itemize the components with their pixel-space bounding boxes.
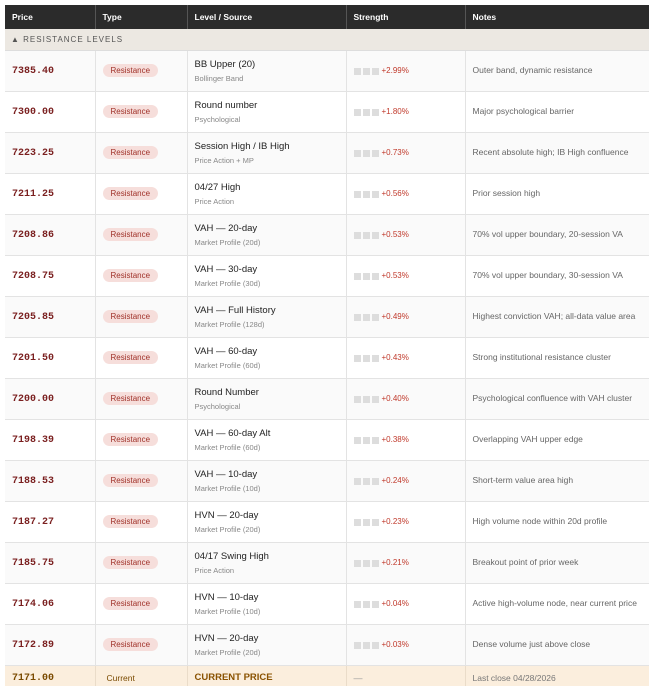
strength-bar xyxy=(354,150,361,157)
notes-text: Recent absolute high; IB High confluence xyxy=(472,147,629,157)
type-badge: Resistance xyxy=(103,187,159,200)
strength-bars xyxy=(354,109,379,116)
strength-bar xyxy=(363,560,370,567)
notes-text: Overlapping VAH upper edge xyxy=(472,434,583,444)
price-value: 7172.89 xyxy=(12,639,55,651)
strength-bar xyxy=(363,68,370,75)
level-source: Market Profile (20d) xyxy=(194,237,261,247)
notes-text: Active high-volume node, near current price xyxy=(472,598,637,608)
strength-bar xyxy=(354,396,361,403)
current-price-value: 7171.00 xyxy=(12,672,55,684)
strength-bars xyxy=(354,314,379,321)
level-source: Price Action + MP xyxy=(194,155,254,165)
section-header-resistance[interactable] xyxy=(5,29,649,50)
table-row[interactable] xyxy=(5,214,649,255)
strength-bars xyxy=(354,560,379,567)
current-price-row[interactable] xyxy=(5,665,649,686)
price-value: 7300.00 xyxy=(12,106,55,118)
level-source: Market Profile (10d) xyxy=(194,606,261,616)
level-name: VAH — 60-day xyxy=(194,345,258,357)
strength-bar xyxy=(354,109,361,116)
current-strength: — xyxy=(353,672,363,683)
level-name: VAH — 30-day xyxy=(194,263,258,275)
distance-percent: +0.56% xyxy=(381,189,409,199)
distance-percent: +0.40% xyxy=(381,394,409,404)
strength-bar xyxy=(354,191,361,198)
strength-bar xyxy=(354,560,361,567)
level-source: Market Profile (60d) xyxy=(194,360,261,370)
strength-bar xyxy=(372,355,379,362)
price-value: 7211.25 xyxy=(12,188,55,200)
notes-text: Major psychological barrier xyxy=(472,106,575,116)
level-source: Psychological xyxy=(194,401,241,411)
section-label: ▲ RESISTANCE LEVELS xyxy=(5,29,649,50)
strength-bar xyxy=(363,150,370,157)
strength-bar xyxy=(363,519,370,526)
price-value: 7185.75 xyxy=(12,557,55,569)
strength-bar xyxy=(363,314,370,321)
level-name: VAH — Full History xyxy=(194,304,276,316)
type-badge: Resistance xyxy=(103,310,159,323)
table-row[interactable] xyxy=(5,583,649,624)
table-row[interactable] xyxy=(5,337,649,378)
type-badge: Resistance xyxy=(103,433,159,446)
level-name: VAH — 10-day xyxy=(194,468,258,480)
type-badge: Resistance xyxy=(103,474,159,487)
strength-bar xyxy=(363,109,370,116)
strength-bars xyxy=(354,437,379,444)
table-row[interactable] xyxy=(5,624,649,665)
strength-bar xyxy=(372,519,379,526)
level-source: Bollinger Band xyxy=(194,73,244,83)
level-name: 04/27 High xyxy=(194,181,241,193)
column-header-type[interactable]: Type xyxy=(95,5,187,29)
notes-text: 70% vol upper boundary, 20-session VA xyxy=(472,229,623,239)
strength-bar xyxy=(354,601,361,608)
notes-text: Breakout point of prior week xyxy=(472,557,579,567)
distance-percent: +0.49% xyxy=(381,312,409,322)
level-source: Price Action xyxy=(194,196,235,206)
notes-text: High volume node within 20d profile xyxy=(472,516,608,526)
header-row xyxy=(5,5,649,29)
strength-bar xyxy=(372,191,379,198)
type-badge: Resistance xyxy=(103,269,159,282)
type-badge: Resistance xyxy=(103,64,159,77)
strength-bars xyxy=(354,355,379,362)
current-level-label: CURRENT PRICE xyxy=(194,672,273,683)
level-source: Psychological xyxy=(194,114,241,124)
level-name: Round number xyxy=(194,99,258,111)
distance-percent: +2.99% xyxy=(381,66,409,76)
table-row[interactable] xyxy=(5,419,649,460)
column-header-strength[interactable]: Strength xyxy=(346,5,465,29)
table-row[interactable] xyxy=(5,542,649,583)
table-row[interactable] xyxy=(5,296,649,337)
price-value: 7174.06 xyxy=(12,598,55,610)
strength-bar xyxy=(354,437,361,444)
price-value: 7200.00 xyxy=(12,393,55,405)
strength-bar xyxy=(363,642,370,649)
level-source: Market Profile (10d) xyxy=(194,483,261,493)
strength-bars xyxy=(354,232,379,239)
strength-bars xyxy=(354,396,379,403)
current-notes: Last close 04/28/2026 xyxy=(472,672,556,683)
distance-percent: +0.38% xyxy=(381,435,409,445)
distance-percent: +1.80% xyxy=(381,107,409,117)
strength-bar xyxy=(372,437,379,444)
price-value: 7198.39 xyxy=(12,434,55,446)
strength-bar xyxy=(372,642,379,649)
strength-bars xyxy=(354,519,379,526)
type-badge: Resistance xyxy=(103,146,159,159)
type-badge: Resistance xyxy=(103,515,159,528)
strength-bar xyxy=(363,601,370,608)
strength-bar xyxy=(363,437,370,444)
strength-bar xyxy=(354,355,361,362)
strength-bars xyxy=(354,601,379,608)
price-value: 7208.86 xyxy=(12,229,55,241)
type-badge: Resistance xyxy=(103,105,159,118)
notes-text: Short-term value area high xyxy=(472,475,574,485)
level-source: Market Profile (30d) xyxy=(194,278,261,288)
strength-bar xyxy=(363,273,370,280)
strength-bar xyxy=(372,314,379,321)
strength-bar xyxy=(372,273,379,280)
price-value: 7208.75 xyxy=(12,270,55,282)
strength-bar xyxy=(372,478,379,485)
table-row[interactable] xyxy=(5,50,649,91)
notes-text: 70% vol upper boundary, 30-session VA xyxy=(472,270,623,280)
table-row[interactable] xyxy=(5,378,649,419)
level-name: HVN — 20-day xyxy=(194,509,259,521)
notes-text: Psychological confluence with VAH cluster xyxy=(472,393,633,403)
strength-bar xyxy=(354,273,361,280)
level-source: Market Profile (60d) xyxy=(194,442,261,452)
column-header-price[interactable]: Price xyxy=(5,5,95,29)
notes-text: Prior session high xyxy=(472,188,541,198)
level-source: Price Action xyxy=(194,565,235,575)
strength-bar xyxy=(372,560,379,567)
distance-percent: +0.53% xyxy=(381,271,409,281)
type-badge: Resistance xyxy=(103,351,159,364)
strength-bar xyxy=(363,355,370,362)
type-badge: Resistance xyxy=(103,228,159,241)
strength-bar xyxy=(354,232,361,239)
strength-bar xyxy=(354,642,361,649)
levels-table xyxy=(5,5,649,686)
level-source: Market Profile (20d) xyxy=(194,524,261,534)
table-row[interactable] xyxy=(5,255,649,296)
type-badge: Resistance xyxy=(103,556,159,569)
strength-bars xyxy=(354,150,379,157)
strength-bars xyxy=(354,68,379,75)
strength-bar xyxy=(363,191,370,198)
column-header-notes[interactable]: Notes xyxy=(465,5,649,29)
distance-percent: +0.53% xyxy=(381,230,409,240)
level-name: BB Upper (20) xyxy=(194,58,256,70)
strength-bars xyxy=(354,191,379,198)
table-row[interactable] xyxy=(5,91,649,132)
distance-percent: +0.03% xyxy=(381,640,409,650)
type-badge: Resistance xyxy=(103,597,159,610)
strength-bar xyxy=(354,68,361,75)
type-badge: Resistance xyxy=(103,392,159,405)
table-row[interactable] xyxy=(5,460,649,501)
level-name: Session High / IB High xyxy=(194,140,290,152)
price-value: 7223.25 xyxy=(12,147,55,159)
level-name: VAH — 20-day xyxy=(194,222,258,234)
distance-percent: +0.43% xyxy=(381,353,409,363)
distance-percent: +0.04% xyxy=(381,599,409,609)
strength-bar xyxy=(363,232,370,239)
strength-bar xyxy=(363,396,370,403)
price-value: 7187.27 xyxy=(12,516,55,528)
strength-bar xyxy=(354,314,361,321)
strength-bar xyxy=(354,478,361,485)
current-type-label: Current xyxy=(106,672,135,683)
table-row[interactable] xyxy=(5,501,649,542)
strength-bars xyxy=(354,642,379,649)
table-row[interactable] xyxy=(5,173,649,214)
level-name: HVN — 20-day xyxy=(194,632,259,644)
distance-percent: +0.73% xyxy=(381,148,409,158)
level-name: HVN — 10-day xyxy=(194,591,259,603)
price-value: 7201.50 xyxy=(12,352,55,364)
price-value: 7205.85 xyxy=(12,311,55,323)
strength-bar xyxy=(354,519,361,526)
price-value: 7385.40 xyxy=(12,65,55,77)
notes-text: Dense volume just above close xyxy=(472,639,591,649)
level-source: Market Profile (128d) xyxy=(194,319,265,329)
strength-bar xyxy=(372,109,379,116)
strength-bar xyxy=(372,68,379,75)
distance-percent: +0.23% xyxy=(381,517,409,527)
level-name: 04/17 Swing High xyxy=(194,550,269,562)
strength-bar xyxy=(372,601,379,608)
notes-text: Strong institutional resistance cluster xyxy=(472,352,611,362)
level-source: Market Profile (20d) xyxy=(194,647,261,657)
notes-text: Outer band, dynamic resistance xyxy=(472,65,593,75)
strength-bar xyxy=(372,396,379,403)
type-badge: Resistance xyxy=(103,638,159,651)
price-value: 7188.53 xyxy=(12,475,55,487)
level-name: VAH — 60-day Alt xyxy=(194,427,271,439)
strength-bar xyxy=(363,478,370,485)
notes-text: Highest conviction VAH; all-data value area xyxy=(472,311,636,321)
strength-bars xyxy=(354,273,379,280)
column-header-level[interactable]: Level / Source xyxy=(187,5,346,29)
distance-percent: +0.24% xyxy=(381,476,409,486)
level-name: Round Number xyxy=(194,386,259,398)
strength-bar xyxy=(372,150,379,157)
table-row[interactable] xyxy=(5,132,649,173)
distance-percent: +0.21% xyxy=(381,558,409,568)
strength-bars xyxy=(354,478,379,485)
strength-bar xyxy=(372,232,379,239)
